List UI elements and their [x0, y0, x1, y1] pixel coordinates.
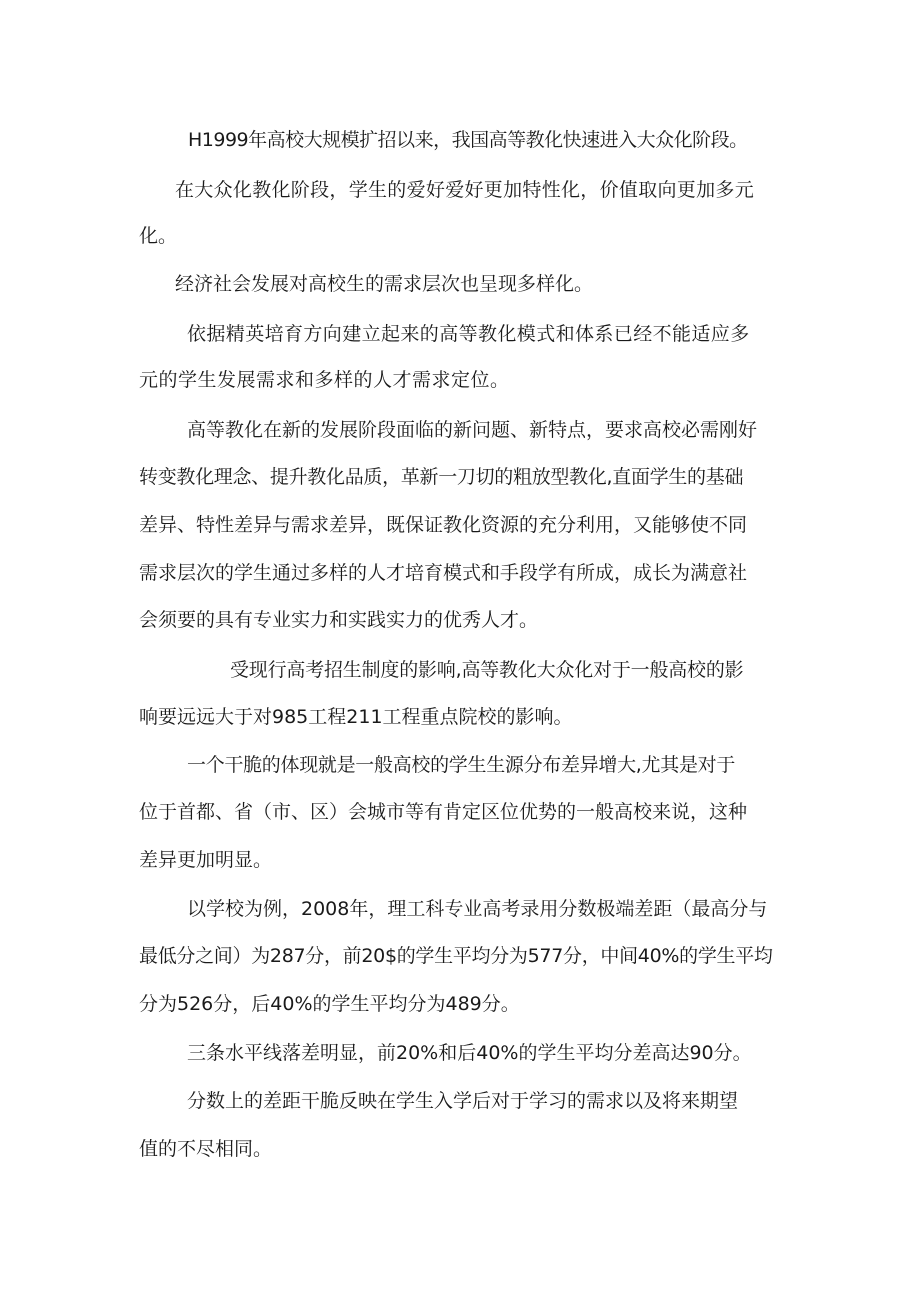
- paragraph-4-line-1: 依据精英培育方向建立起来的高等教化模式和体系已经不能适应多: [187, 323, 750, 345]
- paragraph-5-line-4: 需求层次的学生通过多样的人才培育模式和手段学有所成，成长为满意社: [139, 562, 748, 584]
- paragraph-6-line-1: 受现行高考招生制度的影响,高等教化大众化对于一般高校的影: [230, 659, 744, 681]
- paragraph-4-line-2: 元的学生发展需求和多样的人才需求定位。: [139, 369, 510, 391]
- paragraph-9-line-1: 三条水平线落差明显，前20%和后40%的学生平均分差高达90分。: [187, 1042, 752, 1064]
- paragraph-7-line-1: 一个干脆的体现就是一般高校的学生生源分布差异增大,尤其是对于: [187, 754, 736, 776]
- paragraph-2-line-1: 在大众化教化阶段，学生的爱好爱好更加特性化，价值取向更加多元: [175, 179, 755, 201]
- paragraph-1-line-1: H1999年高校大规模扩招以来，我国高等教化快速进入大众化阶段。: [188, 129, 748, 151]
- paragraph-7-line-2: 位于首都、省（市、区）会城市等有肯定区位优势的一般高校来说，这种: [139, 801, 748, 823]
- paragraph-3-line-1: 经济社会发展对高校生的需求层次也呈现多样化。: [175, 273, 594, 295]
- paragraph-5-line-3: 差异、特性差异与需求差异，既保证教化资源的充分利用，又能够使不同: [139, 514, 748, 536]
- paragraph-2-line-2: 化。: [139, 225, 178, 247]
- paragraph-10-line-2: 值的不尽相同。: [139, 1138, 273, 1160]
- paragraph-7-line-3: 差异更加明显。: [139, 849, 273, 871]
- paragraph-8-line-3: 分为526分，后40%的学生平均分为489分。: [139, 993, 520, 1015]
- paragraph-8-line-1: 以学校为例，2008年，理工科专业高考录用分数极端差距（最高分与: [187, 898, 768, 920]
- paragraph-8-line-2: 最低分之间）为287分，前20$的学生平均分为577分，中间40%的学生平均: [139, 945, 773, 967]
- paragraph-6-line-2: 响要远远大于对985工程211工程重点院校的影响。: [139, 706, 573, 728]
- paragraph-5-line-5: 会须要的具有专业实力和实践实力的优秀人才。: [139, 609, 539, 631]
- paragraph-5-line-1: 高等教化在新的发展阶段面临的新问题、新特点，要求高校必需刚好: [187, 419, 758, 441]
- paragraph-5-line-2: 转变教化理念、提升教化品质，革新一刀切的粗放型教化,直面学生的基础: [139, 466, 744, 488]
- paragraph-10-line-1: 分数上的差距干脆反映在学生入学后对于学习的需求以及将来期望: [187, 1090, 739, 1112]
